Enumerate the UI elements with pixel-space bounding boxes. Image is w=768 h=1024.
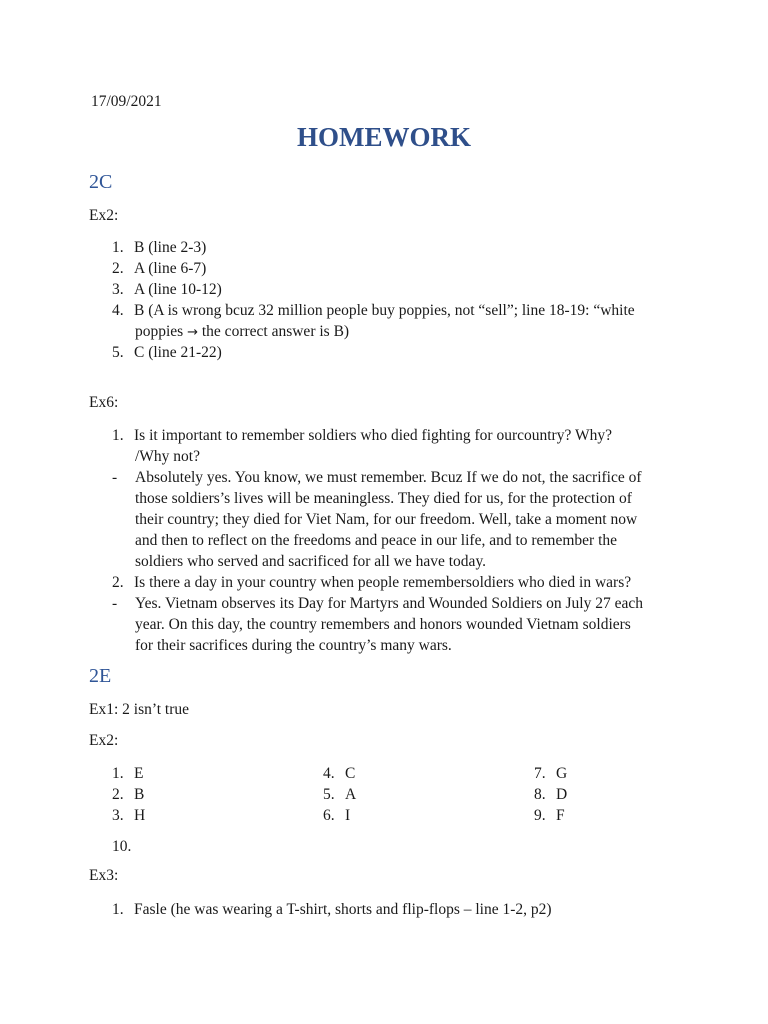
ex3-label: Ex3: bbox=[89, 867, 119, 884]
answer-2-marker: - bbox=[112, 595, 118, 612]
answer-1-marker: - bbox=[112, 469, 118, 486]
answer-2-line: Yes. Vietnam observes its Day for Martyrs and Wounded Soldiers on July 27 each bbox=[135, 595, 643, 612]
list-item: 7. G bbox=[534, 765, 568, 782]
list-item: 2. A (line 6-7) bbox=[112, 260, 207, 277]
list-item: 1. Fasle (he was wearing a T-shirt, shorts and flip-flops – line 1-2, p2) bbox=[112, 901, 552, 918]
list-item: 5. A bbox=[323, 786, 357, 803]
question-1: 1. Is it important to remember soldiers who died fighting for ourcountry? Why? bbox=[112, 427, 612, 444]
page-title: HOMEWORK bbox=[297, 122, 471, 152]
section-heading-2e: 2E bbox=[89, 665, 112, 687]
list-item: 4. B (A is wrong bcuz 32 million people buy poppies, not “sell”; line 18-19: “white bbox=[112, 302, 635, 319]
answer-1-line: Absolutely yes. You know, we must remember. Bcuz If we do not, the sacrifice of bbox=[135, 469, 642, 486]
list-item: 2. B bbox=[112, 786, 145, 803]
list-item: 6. I bbox=[323, 807, 351, 824]
list-item: 1. E bbox=[112, 765, 144, 782]
question-2: 2. Is there a day in your country when people remembersoldiers who died in wars? bbox=[112, 574, 632, 591]
ex2-label: Ex2: bbox=[89, 207, 119, 224]
answer-1-line: soldiers who served and sacrificed for all we have today. bbox=[135, 553, 487, 570]
answer-1-line: and then to reflect on the freedoms and peace in our life, and to remember the bbox=[135, 532, 618, 549]
list-item: 5. C (line 21-22) bbox=[112, 344, 222, 361]
list-item: 1. B (line 2-3) bbox=[112, 239, 207, 256]
ex1-answer: Ex1: 2 isn’t true bbox=[89, 701, 190, 718]
list-item: 3. A (line 10-12) bbox=[112, 281, 222, 298]
ex2-label-2e: Ex2: bbox=[89, 732, 119, 749]
answer-2-line: for their sacrifices during the country’s many wars. bbox=[135, 637, 452, 654]
list-item: 3. H bbox=[112, 807, 146, 824]
section-heading-2c: 2C bbox=[89, 171, 113, 193]
list-item: 4. C bbox=[323, 765, 356, 782]
list-item: 8. D bbox=[534, 786, 568, 803]
answer-1-line: their country; they died for Viet Nam, for our freedom. Well, take a moment now bbox=[135, 511, 638, 528]
answer-2-line: year. On this day, the country remembers and honors wounded Vietnam soldiers bbox=[135, 616, 631, 633]
document-date: 17/09/2021 bbox=[91, 93, 162, 110]
question-1-continuation: /Why not? bbox=[135, 448, 200, 465]
right-arrow-icon: → bbox=[187, 325, 198, 340]
answer-1-line: those soldiers’s lives will be meaningless. They died for us, for the protection of bbox=[135, 490, 632, 507]
list-item-continuation: poppies → the correct answer is B) bbox=[135, 323, 350, 340]
list-item: 9. F bbox=[534, 807, 565, 824]
list-item-10: 10. bbox=[112, 838, 132, 855]
ex6-label: Ex6: bbox=[89, 394, 119, 411]
